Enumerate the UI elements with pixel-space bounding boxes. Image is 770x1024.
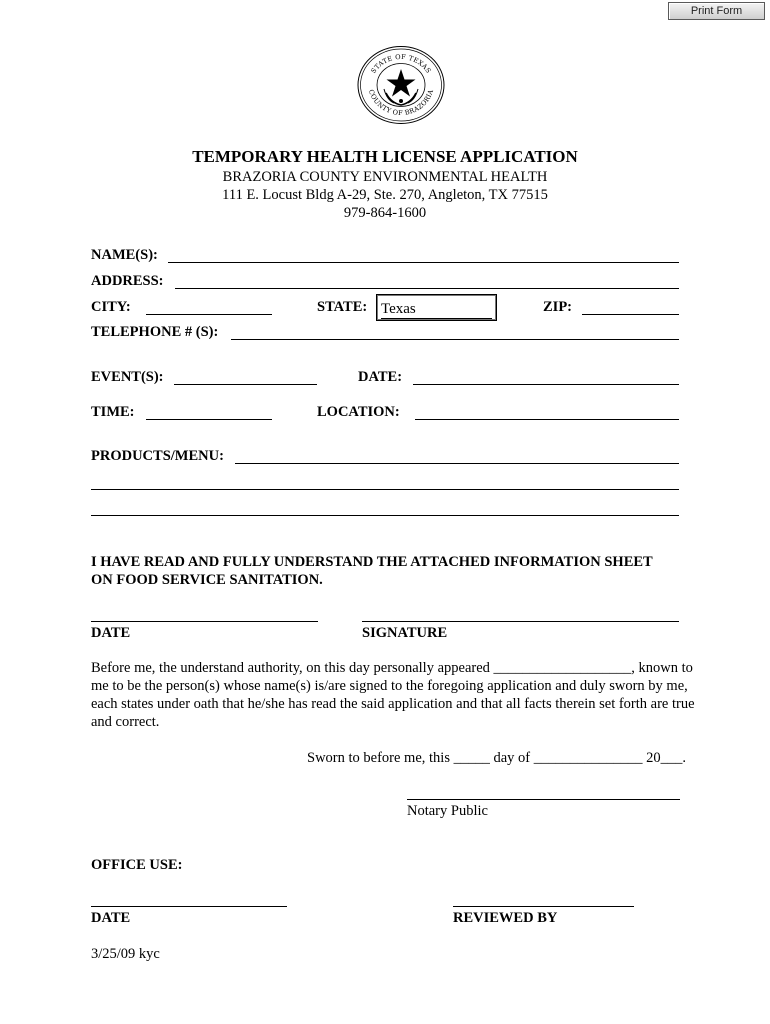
agency-phone: 979-864-1600 [343,205,427,221]
events-label: EVENT(S): [91,369,164,385]
print-form-button[interactable]: Print Form [668,2,765,20]
sign-date-line [91,621,318,622]
county-seal [356,45,446,125]
office-date-line [91,906,287,907]
products-input-line-2[interactable] [91,474,678,490]
address-input[interactable] [175,273,678,289]
state-field-box [376,294,497,321]
address-underline [175,288,679,289]
events-input[interactable] [174,369,316,385]
location-input[interactable] [415,404,678,420]
star-icon [387,69,416,97]
event-date-label: DATE: [358,369,403,385]
svg-text:STATE OF TEXAS: STATE OF TEXAS [369,52,433,75]
names-underline [168,262,679,263]
telephone-label: TELEPHONE # (S): [91,324,219,340]
products-underline-2 [91,489,679,490]
events-underline [174,384,317,385]
city-label: CITY: [91,299,131,315]
location-label: LOCATION: [317,404,400,420]
names-input[interactable] [168,247,678,263]
products-input-line-1[interactable] [235,448,678,464]
city-underline [146,314,272,315]
state-input[interactable] [381,301,492,319]
telephone-input[interactable] [231,324,678,340]
city-input[interactable] [146,299,271,315]
location-underline [415,419,679,420]
state-label: STATE: [317,299,368,315]
reviewed-by-label: REVIEWED BY [453,910,558,926]
signature-line [362,621,679,622]
products-label: PRODUCTS/MENU: [91,448,224,464]
telephone-underline [231,339,679,340]
event-date-underline [413,384,679,385]
form-title: TEMPORARY HEALTH LICENSE APPLICATION [192,147,578,166]
zip-label: ZIP: [543,299,572,315]
office-use-label: OFFICE USE: [91,857,183,873]
sign-date-label: DATE [91,625,131,641]
statement-line-1: I HAVE READ AND FULLY UNDERSTAND THE ATTACHED INFORMATION SHEET [91,554,653,570]
products-underline-1 [235,463,679,464]
time-input[interactable] [146,404,271,420]
statement-line-2: ON FOOD SERVICE SANITATION. [91,572,323,588]
svg-text:COUNTY OF BRAZORIA: COUNTY OF BRAZORIA [366,88,436,118]
time-underline [146,419,272,420]
products-input-line-3[interactable] [91,500,678,516]
agency-name: BRAZORIA COUNTY ENVIRONMENTAL HEALTH [222,169,548,185]
revision-note: 3/25/09 kyc [91,946,160,962]
reviewed-by-line [453,906,634,907]
event-date-input[interactable] [413,369,678,385]
time-label: TIME: [91,404,135,420]
names-label: NAME(S): [91,247,158,263]
signature-label: SIGNATURE [362,625,448,641]
zip-underline [582,314,679,315]
zip-input[interactable] [582,299,678,315]
notary-line [407,799,680,800]
sworn-statement: Sworn to before me, this _____ day of _______________ 20___. [307,750,686,766]
notary-label: Notary Public [407,803,488,819]
products-underline-3 [91,515,679,516]
address-label: ADDRESS: [91,273,164,289]
agency-address: 111 E. Locust Bldg A-29, Ste. 270, Angleton, TX 77515 [222,187,548,203]
office-date-label: DATE [91,910,131,926]
oath-paragraph: Before me, the understand authority, on this day personally appeared ___________________, known to me to be the person(s) whose name(s) is/are signed to the foregoing application and duly sworn by me, each states under oath that he/she has read the said application and that all facts therein set forth are true and correct. [91,660,695,730]
